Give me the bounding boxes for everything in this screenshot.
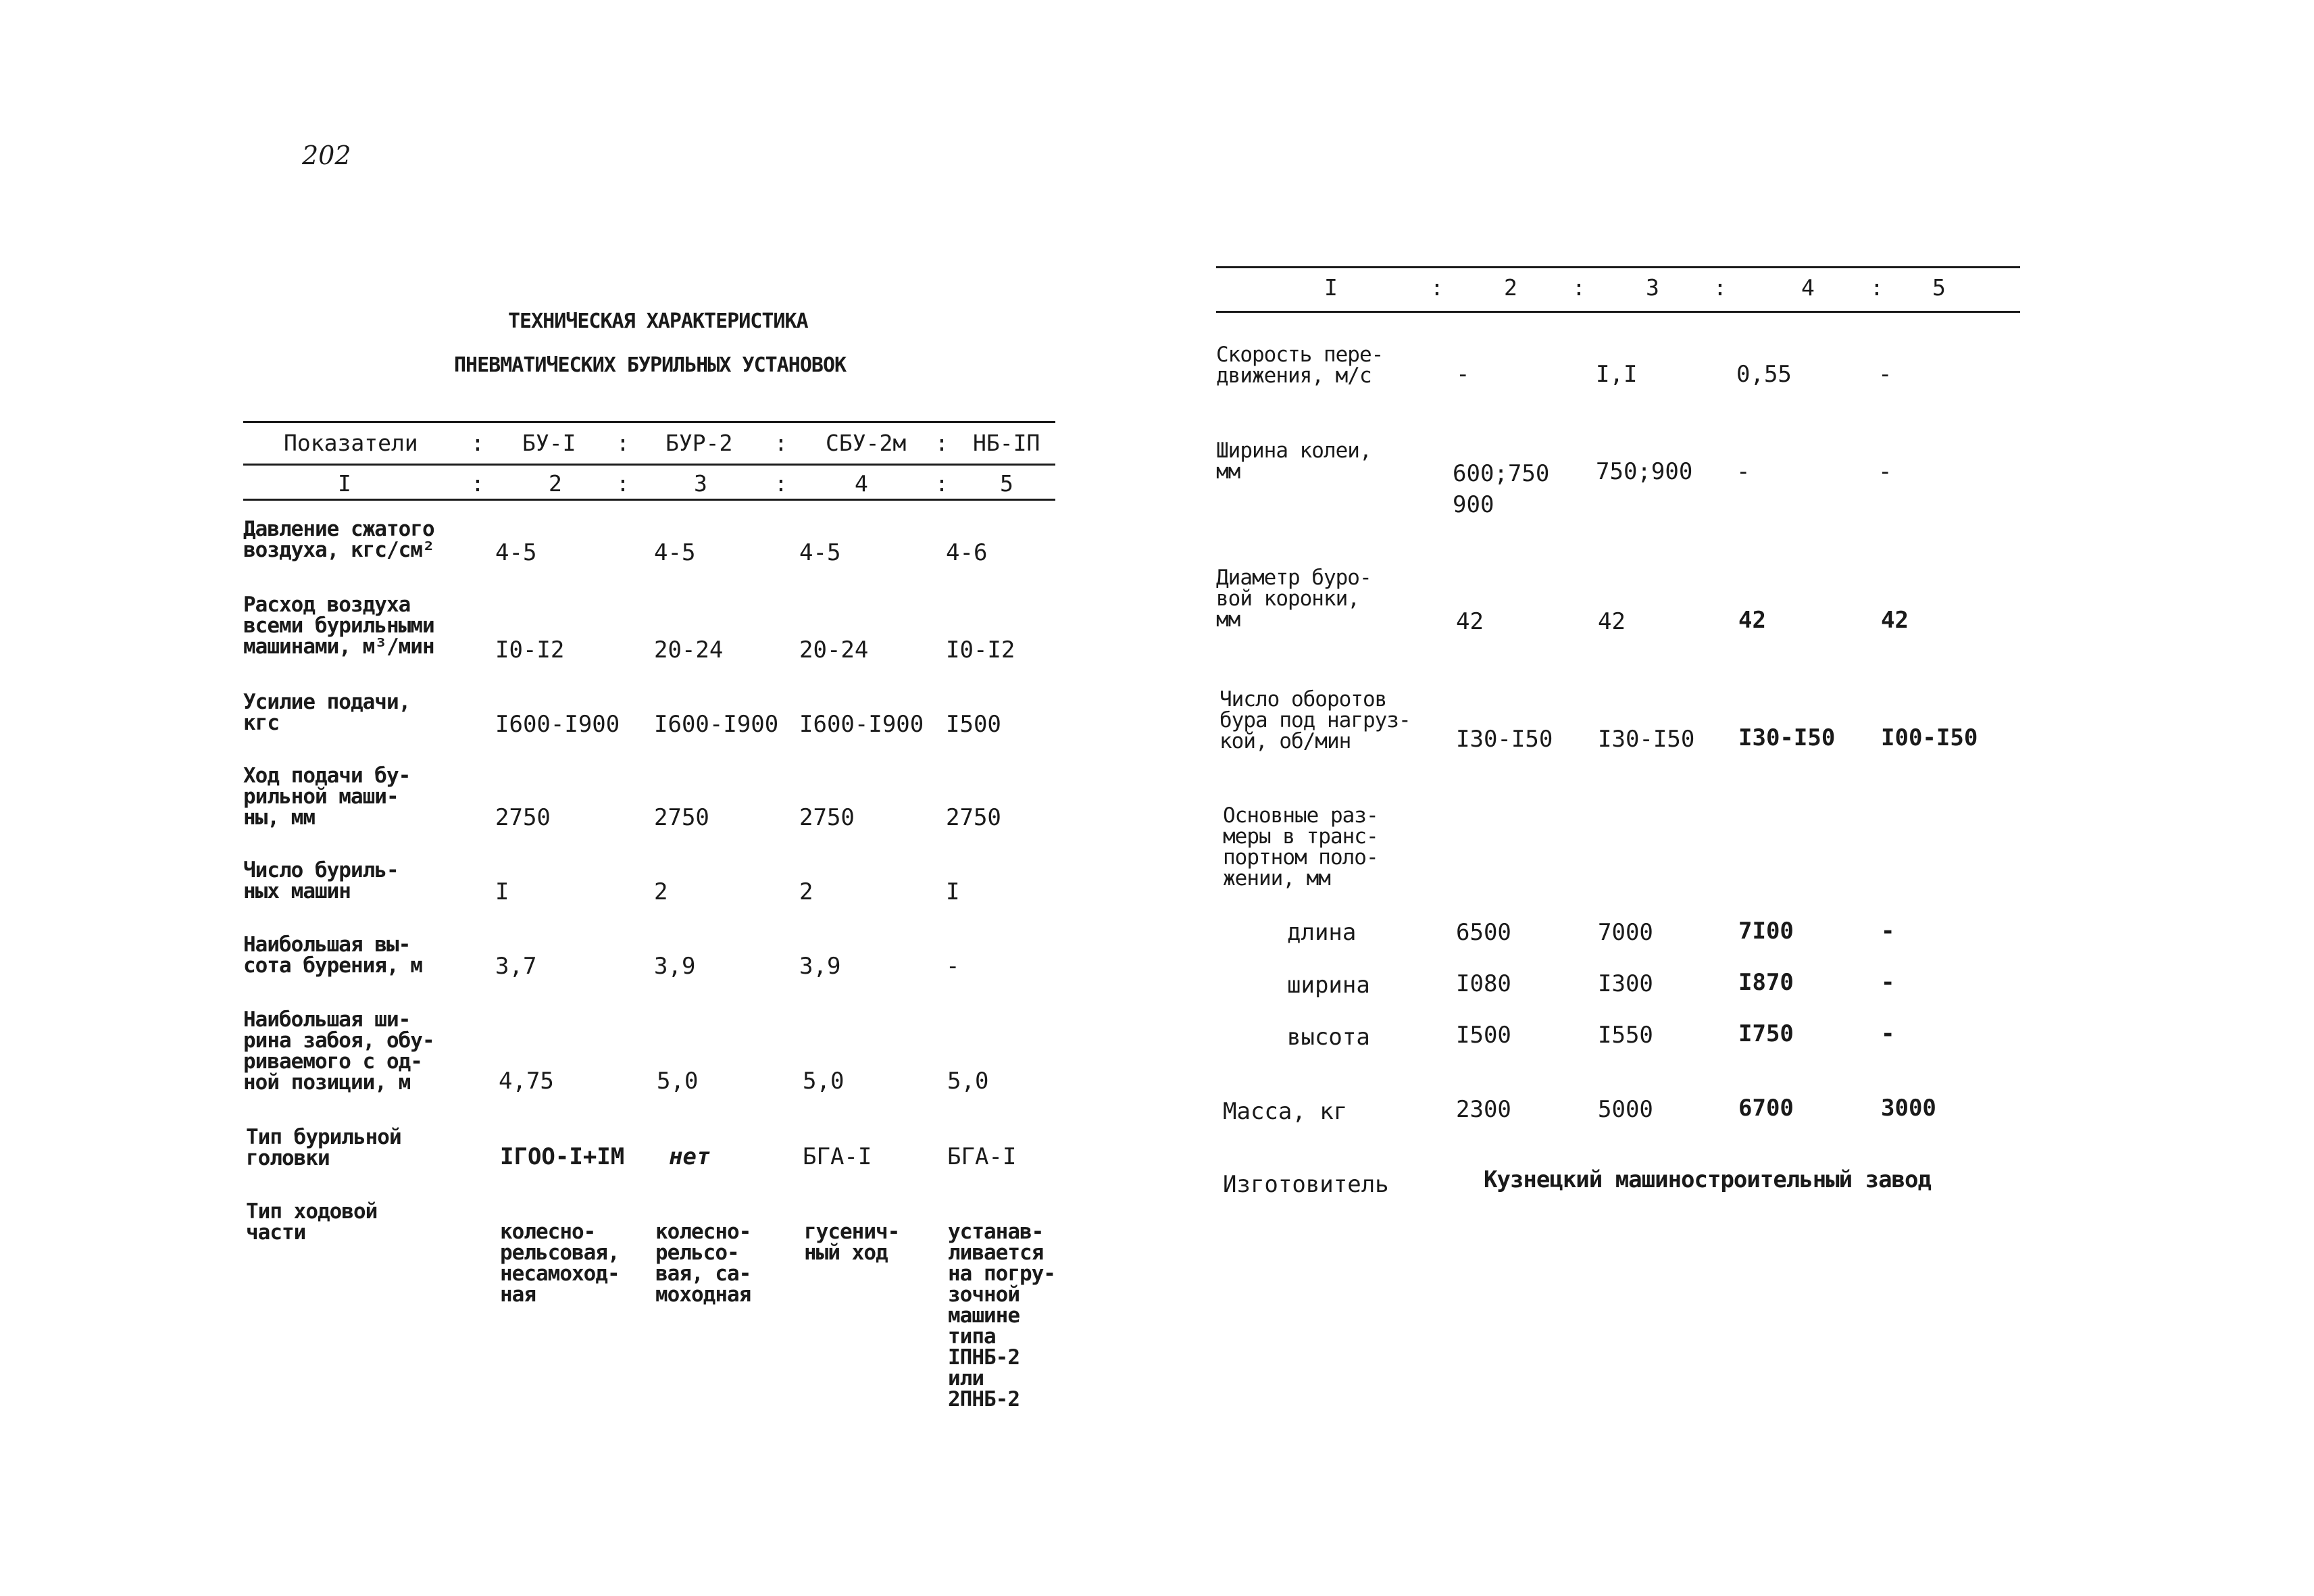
col-number: 3 — [1646, 274, 1659, 301]
row-label-mass: Масса, кг — [1223, 1098, 1348, 1125]
cell: 7I00 — [1738, 918, 1794, 945]
col-number: 4 — [855, 470, 868, 497]
cell: I550 — [1598, 1022, 1653, 1049]
cell: 42 — [1456, 608, 1484, 635]
cell: I600-I900 — [654, 711, 779, 738]
cell: I080 — [1456, 970, 1511, 997]
col-number: 2 — [549, 470, 562, 497]
cell: гусенич- ный ход — [804, 1220, 900, 1265]
cell: 42 — [1598, 608, 1626, 635]
cell: I0-I2 — [946, 637, 1015, 664]
col-sep: : — [616, 470, 630, 497]
cell: I870 — [1738, 969, 1794, 996]
cell: I — [946, 878, 960, 905]
cell: 0,55 — [1736, 361, 1792, 388]
cell: I750 — [1738, 1020, 1794, 1047]
cell: колесно- рельсо- вая, са- моходная — [655, 1220, 751, 1307]
cell: 20-24 — [799, 637, 869, 664]
col-number: 3 — [694, 470, 707, 497]
cell: 3,7 — [495, 953, 537, 980]
cell: 20-24 — [654, 637, 724, 664]
cell: 6500 — [1456, 919, 1511, 946]
col-sep: : — [1430, 274, 1444, 301]
cell: - — [1881, 1020, 1895, 1047]
header-bur2: БУР-2 — [665, 430, 733, 456]
cell: 5,0 — [657, 1068, 699, 1095]
cell: 2300 — [1456, 1096, 1511, 1123]
right-table-top-rule — [1216, 266, 2020, 268]
cell: 4-6 — [946, 539, 988, 566]
cell: 5000 — [1598, 1096, 1653, 1123]
cell: - — [1456, 361, 1470, 388]
row-label-max-width: Наибольшая ши- рина забоя, обу- риваемого с од- ной позиции, м — [243, 1007, 434, 1095]
cell: 5,0 — [947, 1068, 989, 1095]
cell: - — [1881, 969, 1895, 996]
cell: I30-I50 — [1738, 724, 1836, 751]
col-number: I — [338, 470, 351, 497]
header-sep: : — [616, 430, 630, 456]
left-table-top-rule — [243, 421, 1055, 423]
col-number: 4 — [1801, 274, 1815, 301]
cell: I600-I900 — [799, 711, 924, 738]
col-sep: : — [774, 470, 788, 497]
page-number: 202 — [302, 141, 351, 170]
col-sep: : — [935, 470, 949, 497]
row-label-feed-force: Усилие подачи, кгс — [243, 690, 411, 735]
right-table-number-rule — [1216, 311, 2020, 313]
col-number: 2 — [1504, 274, 1517, 301]
cell: 2 — [654, 878, 668, 905]
title-line-1: ТЕХНИЧЕСКАЯ ХАРАКТЕРИСТИКА — [508, 309, 808, 333]
cell: 600;750 900 — [1453, 460, 1550, 518]
col-number: 5 — [1000, 470, 1013, 497]
col-sep: : — [1572, 274, 1586, 301]
cell: I30-I50 — [1598, 726, 1695, 753]
cell: 4,75 — [499, 1068, 554, 1095]
cell: - — [1878, 361, 1892, 388]
cell: БГА-I — [947, 1143, 1017, 1170]
cell: I30-I50 — [1456, 726, 1553, 753]
col-number: I — [1324, 274, 1338, 301]
cell: I0-I2 — [495, 637, 565, 664]
cell: 3,9 — [799, 953, 841, 980]
cell: 3,9 — [654, 953, 696, 980]
row-label-air-consumption: Расход воздуха всеми бурильными машинами, м³/мин — [243, 593, 434, 659]
cell: I300 — [1598, 970, 1653, 997]
header-bu1: БУ-I — [522, 430, 576, 456]
cell: 7000 — [1598, 919, 1653, 946]
cell: I500 — [1456, 1022, 1511, 1049]
cell: 42 — [1881, 607, 1909, 634]
cell: нет — [669, 1143, 711, 1170]
cell: колесно- рельсовая, несамоход- ная — [500, 1220, 620, 1307]
title-line-2: ПНЕВМАТИЧЕСКИХ БУРИЛЬНЫХ УСТАНОВОК — [454, 353, 847, 377]
cell: 750;900 — [1596, 458, 1693, 485]
cell: 2750 — [495, 804, 551, 831]
cell: 2750 — [946, 804, 1001, 831]
row-label-travel-speed: Скорость пере- движения, м/с — [1216, 343, 1384, 388]
col-number: 5 — [1932, 274, 1946, 301]
cell: 6700 — [1738, 1095, 1794, 1122]
row-label-max-height: Наибольшая вы- сота бурения, м — [243, 932, 422, 978]
cell: 4-5 — [654, 539, 696, 566]
row-label-length: длина — [1287, 919, 1357, 946]
row-label-height: высота — [1287, 1024, 1370, 1051]
cell: I00-I50 — [1881, 724, 1978, 751]
cell: 42 — [1738, 607, 1766, 634]
col-sep: : — [1713, 274, 1727, 301]
left-table-header-rule — [243, 464, 1055, 466]
header-sbu2m: СБУ-2м — [826, 430, 907, 456]
cell: устанав- ливается на погру- зочной машине типа IПНБ-2 или 2ПНБ-2 — [948, 1220, 1055, 1412]
row-label-machine-count: Число буриль- ных машин — [243, 858, 399, 903]
row-label-track-width: Ширина колеи, мм — [1216, 439, 1372, 484]
cell: I500 — [946, 711, 1001, 738]
cell: I — [495, 878, 509, 905]
cell: I600-I900 — [495, 711, 620, 738]
cell: 3000 — [1881, 1095, 1936, 1122]
cell: IГОО-I+IМ — [500, 1143, 625, 1170]
col-sep: : — [471, 470, 484, 497]
header-nb1p: НБ-IП — [973, 430, 1040, 456]
row-label-feed-stroke: Ход подачи бу- рильной маши- ны, мм — [243, 764, 411, 830]
header-sep: : — [935, 430, 949, 456]
cell: 2750 — [799, 804, 855, 831]
row-label-bit-diameter: Диаметр буро- вой коронки, мм — [1216, 566, 1372, 632]
header-sep: : — [774, 430, 788, 456]
cell: - — [946, 953, 960, 980]
cell: - — [1736, 458, 1751, 485]
cell: - — [1881, 918, 1895, 945]
row-label-rotation-speed: Число оборотов бура под нагруз- кой, об/мин — [1219, 687, 1411, 753]
cell: 2 — [799, 878, 813, 905]
cell: 4-5 — [495, 539, 537, 566]
row-label-pressure: Давление сжатого воздуха, кгс/см² — [243, 517, 434, 562]
cell: 5,0 — [803, 1068, 845, 1095]
row-label-width: ширина — [1287, 972, 1370, 999]
cell: - — [1878, 458, 1892, 485]
header-indicators: Показатели — [284, 430, 418, 456]
manufacturer-label: Изготовитель — [1223, 1171, 1389, 1198]
row-label-chassis-type: Тип ходовой части — [246, 1199, 378, 1245]
header-sep: : — [471, 430, 484, 456]
cell: 2750 — [654, 804, 709, 831]
manufacturer-value: Кузнецкий машиностроительный завод — [1484, 1166, 1931, 1193]
row-label-main-dimensions: Основные раз- меры в транс- портном поло- жении, мм — [1223, 803, 1378, 891]
col-sep: : — [1870, 274, 1884, 301]
cell: I,I — [1596, 361, 1638, 388]
left-table-number-rule — [243, 499, 1055, 501]
row-label-head-type: Тип бурильной головки — [246, 1125, 401, 1170]
cell: БГА-I — [803, 1143, 872, 1170]
cell: 4-5 — [799, 539, 841, 566]
